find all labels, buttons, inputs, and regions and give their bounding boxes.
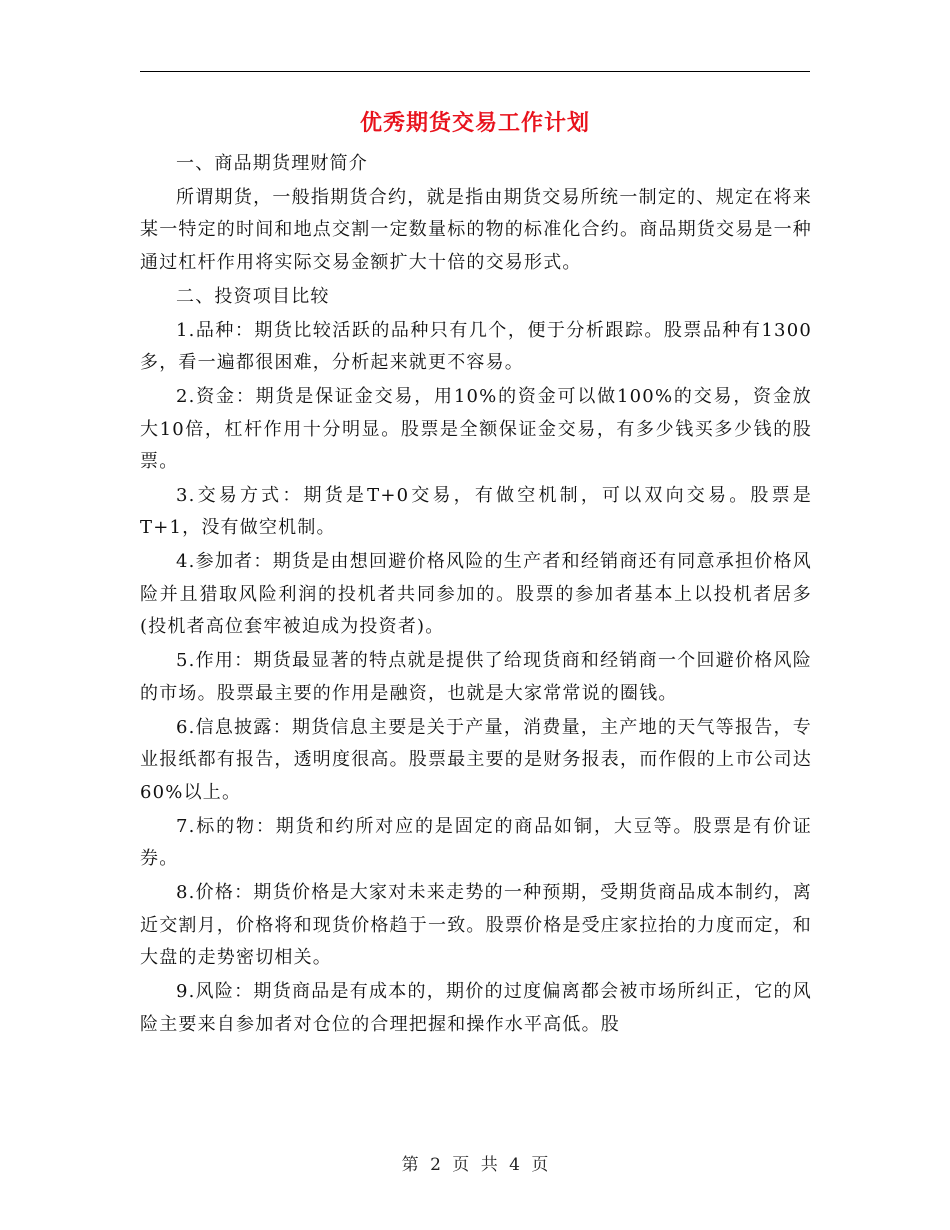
paragraph-item-8: 8.价格：期货价格是大家对未来走势的一种预期，受期货商品成本制约，离近交割月，价格将和现货价格趋于一致。股票价格是受庄家拉抬的力度而定，和大盘的走势密切相关。 [140,881,812,969]
section-heading-intro: 一、商品期货理财简介 [176,153,368,174]
paragraph-item-5: 5.作用：期货最显著的特点就是提供了给现货商和经销商一个回避价格风险的市场。股票最主要的作用是融资，也就是大家常常说的圈钱。 [140,650,812,704]
paragraph-definition: 所谓期货，一般指期货合约，就是指由期货交易所统一制定的、规定在将来某一特定的时间和地点交割一定数量标的物的标准化合约。商品期货交易是一种通过杠杆作用将实际交易金额扩大十倍的交易形式。 [140,186,812,273]
paragraph-item-3: 3.交易方式：期货是T+0交易，有做空机制，可以双向交易。股票是T+1，没有做空机制。 [140,484,812,539]
header-rule [140,71,810,72]
paragraph-item-6: 6.信息披露：期货信息主要是关于产量，消费量，主产地的天气等报告，专业报纸都有报告，透明度很高。股票最主要的是财务报表，而作假的上市公司达60%以上。 [140,716,812,803]
section-heading-comparison: 二、投资项目比较 [176,285,330,307]
paragraph-item-7: 7.标的物：期货和约所对应的是固定的商品如铜，大豆等。股票是有价证券。 [140,815,812,870]
page-number-footer: 第 2 页 共 4 页 [401,1155,549,1175]
paragraph-item-9: 9.风险：期货商品是有成本的，期价的过度偏离都会被市场所纠正，它的风险主要来自参加者对仓位的合理把握和操作水平高低。股 [140,980,812,1035]
document-body [140,148,812,1042]
document-title: 优秀期货交易工作计划 [359,110,590,136]
paragraph-item-2: 2.资金：期货是保证金交易，用10%的资金可以做100%的交易，资金放大10倍，杠杆作用十分明显。股票是全额保证金交易，有多少钱买多少钱的股票。 [140,385,812,473]
paragraph-item-4: 4.参加者：期货是由想回避价格风险的生产者和经销商还有同意承担价格风险并且猎取风险利润的投机者共同参加的。股票的参加者基本上以投机者居多(投机者高位套牢被迫成为投资者)。 [140,551,812,638]
paragraph-item-1: 1.品种：期货比较活跃的品种只有几个，便于分析跟踪。股票品种有1300多，看一遍都很困难，分析起来就更不容易。 [140,319,812,374]
